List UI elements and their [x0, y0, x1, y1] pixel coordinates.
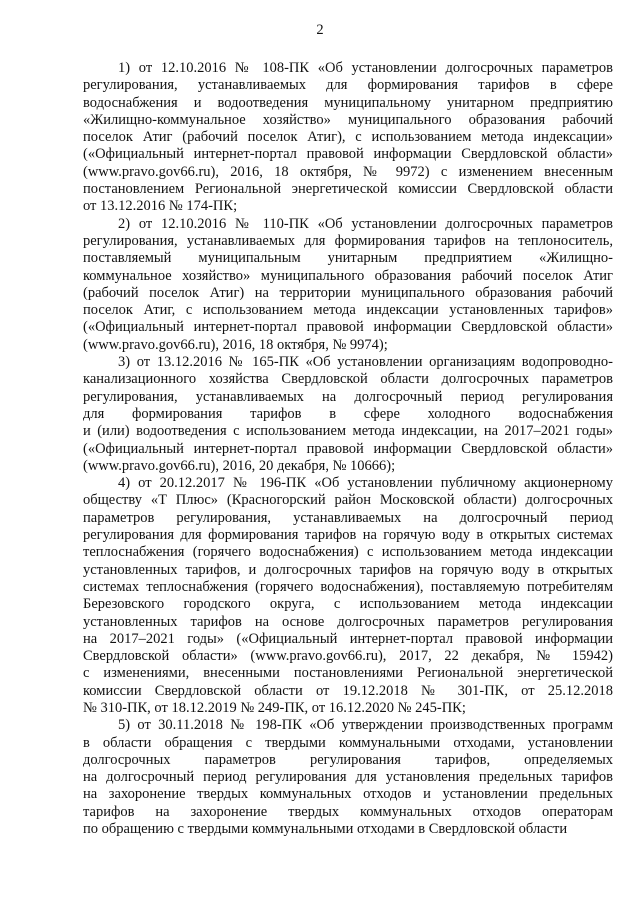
text-line: («Официальный интернет-портал правовой информации Свердловской области» — [83, 440, 613, 457]
paragraph-4 — [83, 475, 613, 717]
text-line: канализационного хозяйства Свердловской области долгосрочных параметров — [83, 371, 613, 388]
text-line: регулирования для формирования тарифов на горячую воду в открытых системах — [83, 527, 613, 544]
text-line: обществу «Т Плюс» (Красногорский район Московской области) долгосрочных — [83, 492, 613, 509]
text-line: регулирования, устанавливаемых на долгосрочный период регулирования — [83, 388, 613, 405]
text-line: комиссии Свердловской области от 19.12.2018 № 301-ПК, от 25.12.2018 — [83, 682, 613, 699]
text-line: на захоронение твердых коммунальных отходов и установлении предельных — [83, 786, 613, 803]
paragraph-2 — [83, 216, 613, 354]
text-line: коммунальное хозяйство» муниципального образования рабочий поселок Атиг — [83, 267, 613, 284]
paragraph-1 — [83, 60, 613, 216]
text-line: (www.pravo.gov66.ru), 2016, 20 декабря, № 10666); — [83, 457, 396, 474]
text-line: (рабочий поселок Атиг) на территории муниципального образования рабочий — [83, 284, 613, 301]
text-line: от 13.12.2016 № 174-ПК; — [83, 198, 238, 215]
text-line: поселок Атиг, с использованием метода индексации установленных тарифов» — [83, 302, 613, 319]
text-line: системах теплоснабжения (горячего водоснабжения), поставляемую потребителям — [83, 578, 613, 595]
text-line: («Официальный интернет-портал правовой информации Свердловской области» — [83, 319, 613, 336]
text-line: 1) от 12.10.2016 № 108-ПК «Об установлении долгосрочных параметров — [118, 60, 613, 76]
text-line: долгосрочных параметров регулирования тарифов, определяемых — [83, 751, 613, 768]
text-line: на долгосрочный период регулирования для установления предельных тарифов — [83, 769, 613, 786]
text-line: 5) от 30.11.2018 № 198-ПК «Об утверждении производственных программ — [118, 717, 613, 734]
text-line: на 2017–2021 годы» («Официальный интернет-портал правовой информации — [83, 630, 613, 647]
text-line: установленных тарифов на основе долгосрочных параметров регулирования — [83, 613, 613, 630]
document-body — [83, 60, 613, 838]
text-line: № 310-ПК, от 18.12.2019 № 249-ПК, от 16.12.2020 № 245-ПК; — [83, 699, 466, 716]
text-line: поселок Атиг (рабочий поселок Атиг), с использованием метода индексации» — [83, 129, 613, 146]
text-line: 4) от 20.12.2017 № 196-ПК «Об установлении публичному акционерному — [118, 475, 613, 492]
text-line: (www.pravo.gov66.ru), 2016, 18 октября, № 9972) с изменением внесенным — [83, 163, 613, 180]
text-line: по обращению с твердыми коммунальными отходами в Свердловской области — [83, 821, 568, 838]
text-line: 2) от 12.10.2016 № 110-ПК «Об установлении долгосрочных параметров — [118, 215, 613, 232]
paragraph-3 — [83, 354, 613, 475]
text-line: параметров регулирования, устанавливаемых на долгосрочный период — [83, 509, 613, 526]
text-line: регулирования, устанавливаемых для формирования тарифов в сфере — [83, 77, 613, 94]
text-line: водоснабжения и водоотведения муниципальному унитарном предприятию — [83, 94, 613, 111]
text-line: для формирования тарифов в сфере холодного водоснабжения — [83, 405, 613, 422]
text-line: теплоснабжения (горячего водоснабжения) с использованием метода индексации — [83, 544, 613, 561]
text-line: (www.pravo.gov66.ru), 2016, 18 октября, № 9974); — [83, 336, 388, 353]
text-line: тарифов на захоронение твердых коммунальных отходов операторам — [83, 803, 613, 820]
text-line: установленных тарифов, и долгосрочных тарифов на горячую воду в открытых — [83, 561, 613, 578]
text-line: «Жилищно-коммунальное хозяйство» муниципального образования рабочий — [83, 111, 613, 128]
text-line: («Официальный интернет-портал правовой информации Свердловской области» — [83, 146, 613, 163]
text-line: и (или) водоотведения с использованием метода индексации, на 2017–2021 годы» — [83, 423, 613, 440]
text-line: Свердловской области» (www.pravo.gov66.ru), 2017, 22 декабря, № 15942) — [83, 648, 613, 665]
text-line: постановлением Региональной энергетической комиссии Свердловской области — [83, 181, 613, 198]
text-line: регулирования, устанавливаемых для формирования тарифов на теплоноситель, — [83, 232, 613, 249]
text-line: в области обращения с твердыми коммунальными отходами, установлении — [83, 734, 613, 751]
text-line: с изменениями, внесенными постановлениями Региональной энергетической — [83, 665, 613, 682]
text-line: поставляемый муниципальным унитарным предприятием «Жилищно- — [83, 250, 613, 267]
paragraph-5 — [83, 717, 613, 838]
text-line: Березовского городского округа, с использованием метода индексации — [83, 596, 613, 613]
text-line: 3) от 13.12.2016 № 165-ПК «Об установлении организациям водопроводно- — [118, 354, 613, 371]
page-number: 2 — [316, 22, 324, 38]
